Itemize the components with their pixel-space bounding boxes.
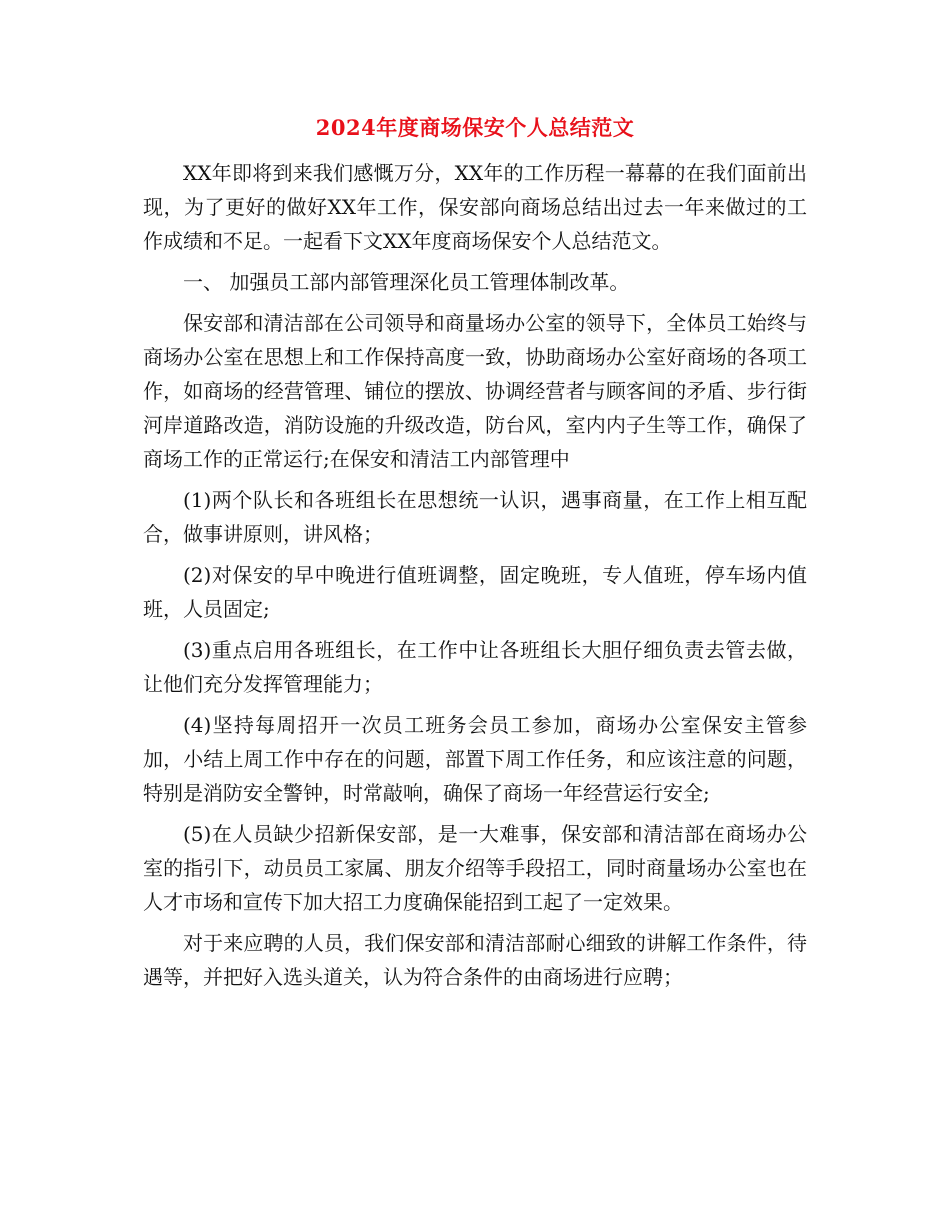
paragraph-management: 保安部和清洁部在公司领导和商量场办公室的领导下，全体员工始终与商场办公室在思想上和工作保持高度一致，协助商场办公室好商场的各项工作，如商场的经营管理、铺位的摆放、协调经营者与顾客间的矛盾、步行街河岸道路改造，消防设施的升级改造，防台风，室内内子生等工作，确保了商场工作的正常运行;在保安和清洁工内部管理中 <box>143 311 807 471</box>
paragraph-recruitment: 对于来应聘的人员，我们保安部和清洁部耐心细致的讲解工作条件，待遇等，并把好入选头道关，认为符合条件的由商场进行应聘； <box>143 931 807 989</box>
list-item-5: (5)在人员缺少招新保安部，是一大难事，保安部和清洁部在商场办公室的指引下，动员员工家属、朋友介绍等手段招工，同时商量场办公室也在人才市场和宣传下加大招工力度确保能招到工起了一定效果。 <box>143 822 807 914</box>
list-item-3: (3)重点启用各班组长，在工作中让各班组长大胆仔细负责去管去做，让他们充分发挥管理能力； <box>143 638 807 696</box>
paragraph-intro: XX年即将到来我们感慨万分，XX年的工作历程一幕幕的在我们面前出现，为了更好的做好XX年工作，保安部向商场总结出过去一年来做过的工作成绩和不足。一起看下文XX年度商场保安个人总结范文。 <box>143 161 807 253</box>
section-heading-1: 一、 加强员工部内部管理深化员工管理体制改革。 <box>183 270 630 294</box>
list-item-1: (1)两个队长和各班组长在思想统一认识，遇事商量，在工作上相互配合，做事讲原则，讲风格； <box>143 488 807 546</box>
document-title: 2024年度商场保安个人总结范文 <box>315 115 635 140</box>
document-body <box>143 156 807 1001</box>
list-item-4: (4)坚持每周招开一次员工班务会员工参加，商场办公室保安主管参加，小结上周工作中存在的问题，部置下周工作任务，和应该注意的问题，特别是消防安全警钟，时常敲响，确保了商场一年经营运行安全; <box>143 713 807 805</box>
list-item-2: (2)对保安的早中晚进行值班调整，固定晚班，专人值班，停车场内值班，人员固定; <box>143 563 807 621</box>
